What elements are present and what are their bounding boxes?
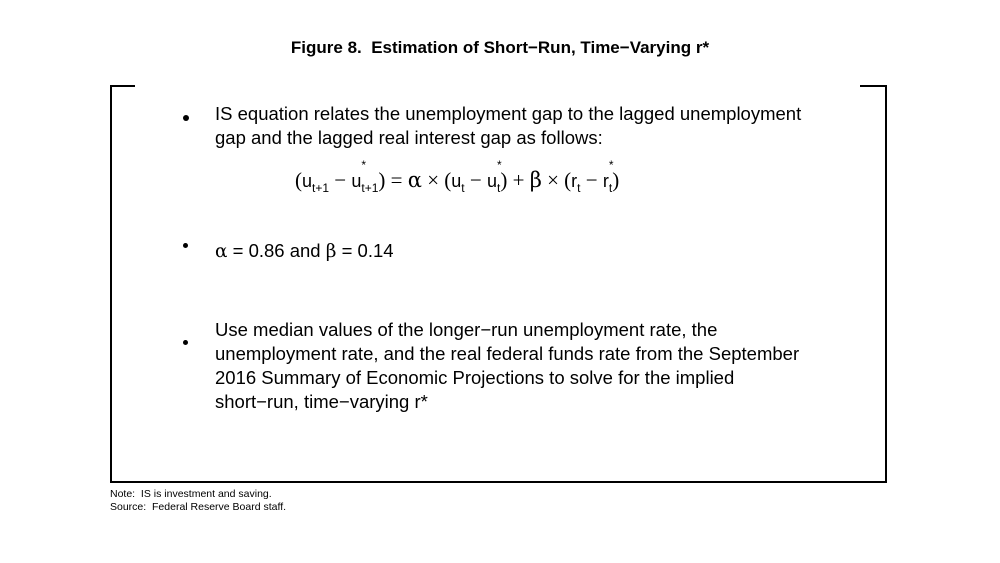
eq-subsup xyxy=(361,158,379,195)
bullet-3-line-2: unemployment rate, and the real federal funds rate from the September xyxy=(215,343,800,364)
bullet-3-line-3: 2016 Summary of Economic Projections to solve for the implied xyxy=(215,367,735,388)
eq-equals: = xyxy=(385,168,408,192)
bullet-2-dot xyxy=(183,243,188,248)
eq-paren: ) xyxy=(612,168,620,192)
eq-operator: + xyxy=(507,168,530,192)
alpha-value: = 0.86 and xyxy=(227,240,326,261)
bullet-2-text xyxy=(215,239,875,264)
eq-superscript-star: * xyxy=(497,158,502,172)
eq-operator: × xyxy=(421,168,445,192)
alpha-symbol: α xyxy=(215,241,228,262)
bullet-3-text xyxy=(215,318,875,414)
eq-operator: − xyxy=(464,168,487,192)
eq-paren: ( xyxy=(564,168,572,192)
bullet-3-dot xyxy=(183,340,188,345)
eq-subsup xyxy=(497,158,502,195)
frame-top-right-tick xyxy=(860,85,885,87)
beta-value: = 0.14 xyxy=(336,240,394,261)
eq-subscript: t xyxy=(497,181,501,195)
eq-operator: × xyxy=(541,168,565,192)
eq-paren: ( xyxy=(295,168,302,192)
eq-operator: − xyxy=(329,168,352,192)
figure-title: Figure 8. Estimation of Short−Run, Time−Varying r* xyxy=(290,38,710,57)
eq-superscript-star: * xyxy=(361,158,367,172)
eq-operator: − xyxy=(580,168,603,192)
eq-subscript: t xyxy=(608,181,613,195)
eq-paren: ) xyxy=(378,168,386,192)
eq-alpha: α xyxy=(407,168,422,192)
bullet-1-line-2: gap and the lagged real interest gap as follows: xyxy=(215,127,603,148)
eq-var-u: u xyxy=(451,171,462,191)
eq-subscript: t+1 xyxy=(361,181,379,195)
eq-var-u-star: u xyxy=(486,171,497,191)
frame-top-left-tick xyxy=(110,85,135,87)
bullet-3-line-4: short−run, time−varying r* xyxy=(215,391,428,412)
bullet-1-dot xyxy=(183,115,189,121)
eq-subscript: t xyxy=(577,181,581,195)
eq-subscript: t+1 xyxy=(312,181,330,195)
eq-subscript: t xyxy=(461,181,465,195)
eq-var-u: u xyxy=(302,171,313,191)
eq-paren: ) xyxy=(500,168,508,192)
bullet-3-line-1: Use median values of the longer−run unemployment rate, the xyxy=(215,319,718,340)
eq-beta: β xyxy=(529,168,542,192)
footnote-source: Source: Federal Reserve Board staff. xyxy=(110,501,287,513)
eq-subsup xyxy=(608,158,614,195)
eq-paren: ( xyxy=(444,168,452,192)
eq-var-r-star: r xyxy=(602,171,609,191)
bullet-1-line-1: IS equation relates the unemployment gap to the lagged unemployment xyxy=(215,103,802,124)
bullet-1-text xyxy=(215,102,875,150)
footnote-note: Note: IS is investment and saving. xyxy=(110,488,272,500)
eq-var-r: r xyxy=(571,171,578,191)
is-equation xyxy=(295,158,620,195)
eq-superscript-star: * xyxy=(608,158,614,172)
beta-symbol: β xyxy=(325,241,337,262)
eq-var-u-star: u xyxy=(351,171,362,191)
